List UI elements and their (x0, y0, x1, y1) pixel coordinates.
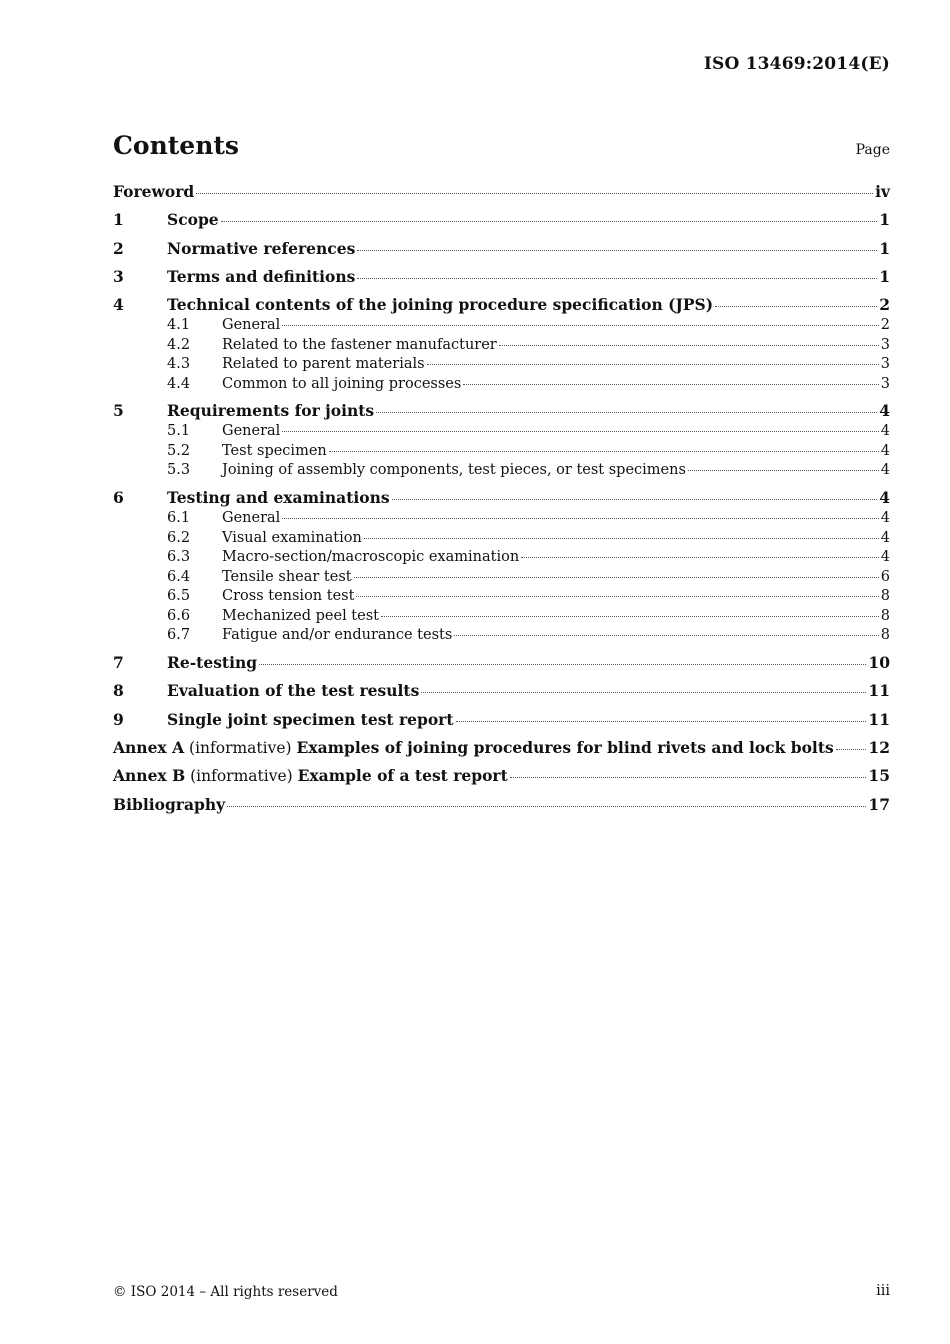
annex-informative-label: (informative) (184, 738, 297, 757)
toc-entry-page: 8 (880, 627, 890, 644)
toc-entry-title: Common to all joining processes (222, 375, 462, 392)
dot-leader (688, 470, 879, 471)
toc-entry-number: 7 (113, 653, 124, 673)
toc-entry[interactable] (113, 766, 890, 788)
toc-entry-title: Re-testing (167, 653, 258, 673)
toc-entry-page: 11 (868, 709, 890, 729)
toc-entry-page: 11 (868, 681, 890, 701)
dot-leader (259, 664, 866, 665)
toc-entry-number: 6.1 (167, 510, 191, 527)
dot-leader (392, 499, 878, 500)
dot-leader (715, 306, 877, 307)
toc-entry-title: Bibliography (113, 794, 226, 814)
annex-title: Examples of joining procedures for blind rivets and lock bolts (296, 737, 834, 757)
toc-entry-page: 4 (880, 423, 890, 440)
toc-entry[interactable] (113, 210, 890, 232)
footer-page-number: iii (876, 1283, 890, 1299)
toc-entry-page: 10 (868, 653, 890, 673)
dot-leader (456, 721, 867, 722)
toc-entry-number: 8 (113, 681, 124, 701)
toc-entry-page: 12 (868, 737, 890, 757)
toc-entry[interactable] (113, 317, 890, 337)
annex-title: Example of a test report (297, 766, 508, 786)
toc-entry-title: Terms and definitions (167, 266, 356, 286)
dot-leader (227, 806, 866, 807)
toc-entry-number: 5 (113, 401, 124, 421)
table-of-contents (113, 182, 890, 817)
toc-entry-page: 6 (880, 568, 890, 585)
toc-entry-number: 4.1 (167, 317, 191, 334)
toc-entry-page: 8 (880, 607, 890, 624)
toc-entry-number: 3 (113, 266, 124, 286)
toc-entry-title: Normative references (167, 238, 356, 258)
toc-entry-number: 9 (113, 709, 124, 729)
toc-entry[interactable] (113, 423, 890, 443)
document-id: ISO 13469:2014(E) (703, 54, 890, 74)
toc-entry-number: 6.7 (167, 627, 191, 644)
dot-leader (221, 221, 878, 222)
toc-entry-title: Joining of assembly components, test pieces, or test specimens (222, 462, 686, 479)
toc-entry[interactable] (113, 356, 890, 376)
toc-entry-number: 6.4 (167, 568, 191, 585)
toc-entry-number: 4.3 (167, 356, 191, 373)
toc-entry[interactable] (113, 549, 890, 569)
toc-entry[interactable] (113, 569, 890, 589)
toc-entry-title: Tensile shear test (222, 568, 352, 585)
dot-leader (282, 325, 878, 326)
toc-entry-title: Single joint specimen test report (167, 709, 454, 729)
toc-entry-title: Fatigue and/or endurance tests (222, 627, 453, 644)
toc-entry-title: Technical contents of the joining procedure specification (JPS) (167, 295, 714, 315)
toc-entry-title: General (222, 423, 281, 440)
toc-entry-number: 5.1 (167, 423, 191, 440)
toc-entry-page: 4 (879, 401, 890, 421)
toc-entry[interactable] (113, 588, 890, 608)
dot-leader (282, 431, 878, 432)
toc-entry-number: 6 (113, 488, 124, 508)
toc-entry-title: Related to the fastener manufacturer (222, 336, 497, 353)
toc-entry-page: 1 (879, 210, 890, 230)
dot-leader (427, 364, 879, 365)
toc-entry-page: 1 (879, 238, 890, 258)
toc-entry[interactable] (113, 510, 890, 530)
toc-entry[interactable] (113, 401, 890, 423)
toc-entry[interactable] (113, 530, 890, 550)
toc-entry[interactable] (113, 627, 890, 647)
toc-entry-page: 4 (880, 510, 890, 527)
toc-entry-title: Mechanized peel test (222, 607, 379, 624)
toc-entry-page: 4 (880, 462, 890, 479)
dot-leader (510, 777, 867, 778)
toc-entry[interactable] (113, 681, 890, 703)
dot-leader (421, 692, 866, 693)
toc-entry-number: 6.3 (167, 549, 191, 566)
toc-entry[interactable] (113, 653, 890, 675)
toc-entry-number: 4 (113, 295, 124, 315)
toc-entry-page: 2 (879, 295, 890, 315)
dot-leader (836, 749, 867, 750)
dot-leader (521, 557, 879, 558)
toc-entry-page: 17 (868, 794, 890, 814)
toc-entry-title: Macro-section/macroscopic examination (222, 549, 520, 566)
dot-leader (364, 538, 879, 539)
toc-entry-page: 4 (880, 442, 890, 459)
toc-entry-title (113, 738, 834, 757)
annex-informative-label: (informative) (185, 767, 298, 786)
dot-leader (499, 345, 879, 346)
dot-leader (454, 635, 878, 636)
toc-entry[interactable] (113, 337, 890, 357)
toc-entry-number: 5.3 (167, 462, 191, 479)
dot-leader (196, 193, 873, 194)
toc-entry-page: 3 (880, 336, 890, 353)
dot-leader (376, 412, 877, 413)
toc-entry-title: Evaluation of the test results (167, 681, 420, 701)
toc-entry[interactable] (113, 462, 890, 482)
toc-entry-number: 5.2 (167, 442, 191, 459)
toc-entry[interactable] (113, 710, 890, 732)
toc-entry[interactable] (113, 738, 890, 760)
toc-entry[interactable] (113, 608, 890, 628)
dot-leader (356, 596, 878, 597)
toc-entry-title: Scope (167, 210, 219, 230)
toc-entry-page: iv (875, 182, 890, 201)
toc-entry-title: Visual examination (222, 529, 362, 546)
toc-entry-number: 4.2 (167, 336, 191, 353)
toc-entry-page: 4 (880, 549, 890, 566)
toc-entry-number: 1 (113, 210, 124, 230)
toc-entry[interactable] (113, 376, 890, 396)
toc-entry-title: Foreword (113, 182, 195, 201)
toc-entry-title: Related to parent materials (222, 356, 425, 373)
dot-leader (354, 577, 879, 578)
toc-entry[interactable] (113, 267, 890, 289)
toc-entry-page: 1 (879, 266, 890, 286)
dot-leader (463, 384, 878, 385)
dot-leader (329, 451, 879, 452)
toc-entry-title: Cross tension test (222, 588, 355, 605)
annex-label: Annex A (113, 737, 185, 757)
toc-entry-title: Testing and examinations (167, 488, 390, 508)
page-column-label: Page (855, 142, 890, 158)
toc-entry-title: General (222, 317, 281, 334)
dot-leader (381, 616, 879, 617)
toc-entry[interactable] (113, 239, 890, 261)
toc-entry-page: 3 (880, 356, 890, 373)
toc-entry[interactable] (113, 295, 890, 317)
toc-entry-title: Requirements for joints (167, 401, 375, 421)
toc-entry-title: Test specimen (222, 442, 327, 459)
toc-entry-page: 3 (880, 375, 890, 392)
toc-entry[interactable] (113, 795, 890, 817)
toc-entry-title: General (222, 510, 281, 527)
toc-entry-page: 4 (879, 488, 890, 508)
toc-entry-number: 2 (113, 238, 124, 258)
toc-entry-page: 2 (880, 317, 890, 334)
toc-entry-number: 6.6 (167, 607, 191, 624)
footer-copyright: © ISO 2014 – All rights reserved (113, 1284, 338, 1300)
toc-entry-page: 4 (880, 529, 890, 546)
toc-entry-page: 8 (880, 588, 890, 605)
dot-leader (282, 518, 878, 519)
dot-leader (357, 250, 877, 251)
toc-entry[interactable] (113, 488, 890, 510)
toc-entry-number: 6.2 (167, 529, 191, 546)
toc-entry-number: 6.5 (167, 588, 191, 605)
toc-entry[interactable] (113, 443, 890, 463)
toc-entry-page: 15 (868, 766, 890, 786)
dot-leader (357, 278, 877, 279)
toc-entry-number: 4.4 (167, 375, 191, 392)
contents-title: Contents (113, 131, 240, 160)
toc-entry[interactable] (113, 182, 890, 204)
annex-label: Annex B (113, 766, 186, 786)
toc-entry-title (113, 766, 508, 785)
